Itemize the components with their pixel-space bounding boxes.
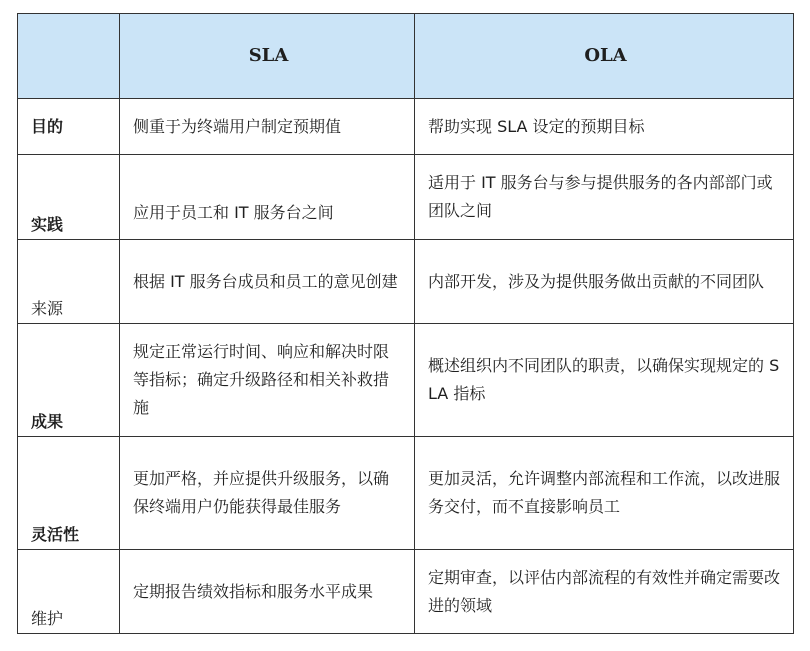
row-label-maintenance: 维护 bbox=[18, 550, 120, 634]
sla-cell-outcome: 规定正常运行时间、响应和解决时限等指标；确定升级路径和相关补救措施 bbox=[120, 324, 415, 437]
ola-cell-maintenance: 定期审查，以评估内部流程的有效性并确定需要改进的领域 bbox=[415, 550, 794, 634]
row-label-source: 来源 bbox=[18, 240, 120, 324]
table-row bbox=[18, 99, 794, 155]
header-row bbox=[18, 14, 794, 99]
ola-cell-source: 内部开发，涉及为提供服务做出贡献的不同团队 bbox=[415, 240, 794, 324]
row-label-flexibility: 灵活性 bbox=[18, 437, 120, 550]
header-ola: OLA bbox=[415, 14, 794, 99]
table-row bbox=[18, 550, 794, 634]
row-label-practice: 实践 bbox=[18, 155, 120, 240]
ola-cell-practice: 适用于 IT 服务台与参与提供服务的各内部部门或团队之间 bbox=[415, 155, 794, 240]
row-label-outcome: 成果 bbox=[18, 324, 120, 437]
table-row bbox=[18, 155, 794, 240]
sla-cell-purpose: 侧重于为终端用户制定预期值 bbox=[120, 99, 415, 155]
row-label-purpose: 目的 bbox=[18, 99, 120, 155]
sla-cell-practice: 应用于员工和 IT 服务台之间 bbox=[120, 155, 415, 240]
sla-ola-comparison-table bbox=[17, 13, 794, 634]
sla-cell-flexibility: 更加严格，并应提供升级服务，以确保终端用户仍能获得最佳服务 bbox=[120, 437, 415, 550]
ola-cell-outcome: 概述组织内不同团队的职责，以确保实现规定的 SLA 指标 bbox=[415, 324, 794, 437]
table-header bbox=[18, 14, 794, 99]
table-body bbox=[18, 99, 794, 634]
sla-cell-maintenance: 定期报告绩效指标和服务水平成果 bbox=[120, 550, 415, 634]
header-sla: SLA bbox=[120, 14, 415, 99]
table-row bbox=[18, 324, 794, 437]
header-corner-cell bbox=[18, 14, 120, 99]
table-row bbox=[18, 240, 794, 324]
sla-cell-source: 根据 IT 服务台成员和员工的意见创建 bbox=[120, 240, 415, 324]
table-row bbox=[18, 437, 794, 550]
ola-cell-flexibility: 更加灵活，允许调整内部流程和工作流，以改进服务交付，而不直接影响员工 bbox=[415, 437, 794, 550]
ola-cell-purpose: 帮助实现 SLA 设定的预期目标 bbox=[415, 99, 794, 155]
